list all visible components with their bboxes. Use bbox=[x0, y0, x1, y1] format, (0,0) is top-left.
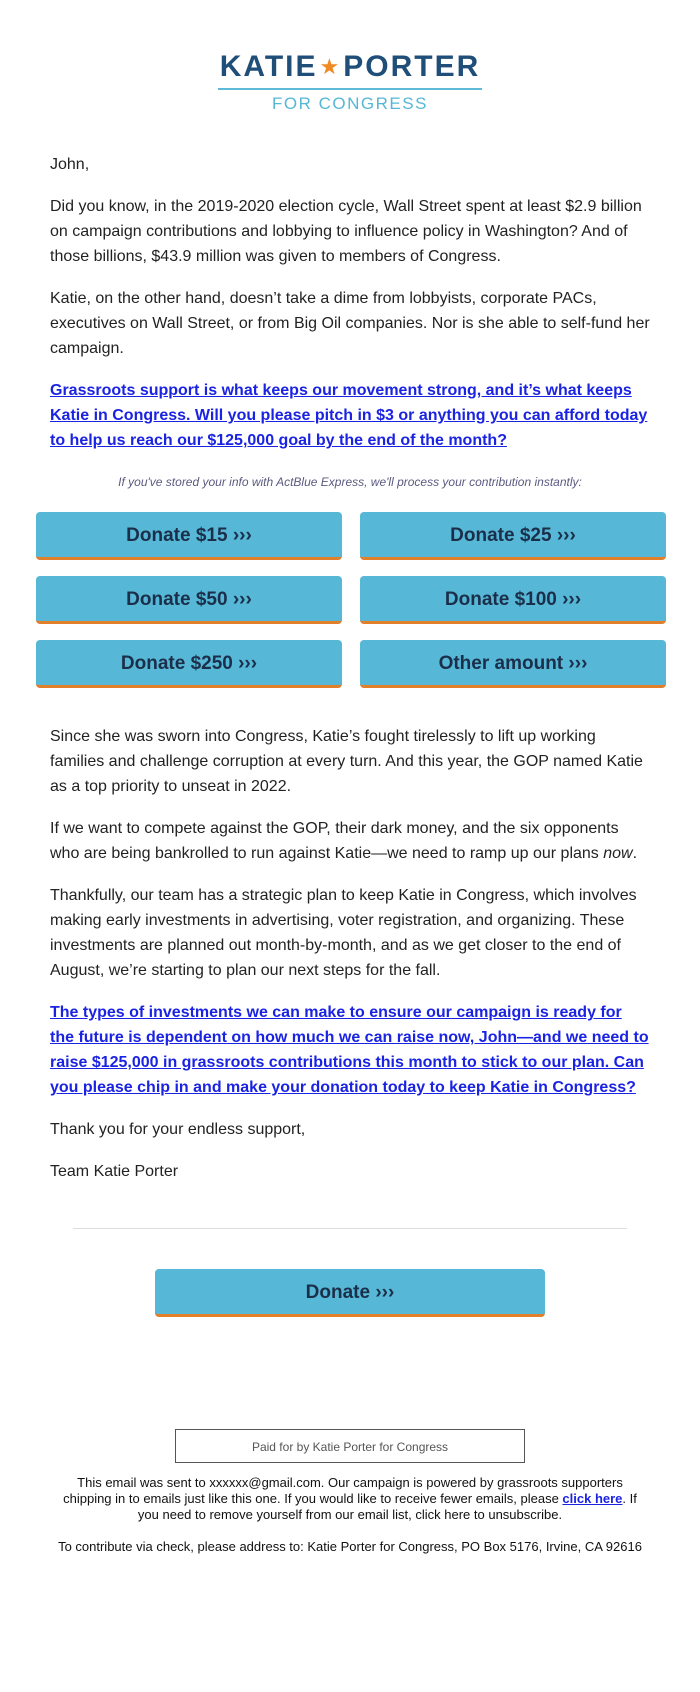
star-icon: ★ bbox=[319, 54, 342, 79]
thanks-line: Thank you for your endless support, bbox=[50, 1121, 306, 1138]
actblue-express-note: If you've stored your info with ActBlue Express, we'll process your contribution instantly: bbox=[118, 475, 582, 489]
cta-link-pitch-in[interactable]: Grassroots support is what keeps our movement strong, and it’s what keeps Katie in Congress. Will you please pitch in $3 or anything you can afford today to help us reach our $125,000 goal by the end of the month? bbox=[50, 382, 648, 449]
paragraph-no-pac: Katie, on the other hand, doesn’t take a dime from lobbyists, corporate PACs, executives on Wall Street, or from Big Oil companies. Nor is she able to self-fund her campaign. bbox=[50, 290, 650, 357]
logo-wordmark bbox=[218, 50, 483, 90]
donate-button[interactable]: Donate ››› bbox=[155, 1269, 545, 1317]
fewer-emails-link[interactable]: click here bbox=[562, 1491, 623, 1506]
cta-paragraph-1 bbox=[50, 378, 650, 453]
email-page bbox=[25, 0, 675, 1555]
logo-first-name: KATIE bbox=[219, 50, 318, 83]
footer bbox=[25, 1475, 675, 1555]
campaign-logo bbox=[25, 0, 675, 113]
greeting: John, bbox=[50, 156, 90, 173]
email-body-continued bbox=[25, 724, 675, 1184]
footer-sent-text: This email was sent to xxxxxx@gmail.com. Our campaign is powered by grassroots supporters chipping in to emails just like this one. If you would like to receive fewer emails, please bbox=[63, 1475, 623, 1506]
divider bbox=[73, 1228, 627, 1229]
donate-other-amount-button[interactable]: Other amount ››› bbox=[360, 640, 666, 688]
donate-15-button[interactable]: Donate $15 ››› bbox=[36, 512, 342, 560]
email-body bbox=[25, 152, 675, 495]
emphasis-now: now bbox=[603, 845, 633, 862]
donate-50-button[interactable]: Donate $50 ››› bbox=[36, 576, 342, 624]
paragraph-wall-street: Did you know, in the 2019-2020 election cycle, Wall Street spent at least $2.9 billion on campaign contributions and lobbying to influence policy in Washington? And of those billions, $43.9 million was given to members of Congress. bbox=[50, 198, 642, 265]
paragraph-strategic-plan: Thankfully, our team has a strategic plan to keep Katie in Congress, which involves making early investments in advertising, voter registration, and organizing. These investments are planned out month-by-month, and as we get closer to the end of August, we’re starting to plan our next steps for the fall. bbox=[50, 887, 637, 979]
footer-email-notice bbox=[55, 1475, 645, 1523]
donate-100-button[interactable]: Donate $100 ››› bbox=[360, 576, 666, 624]
paid-for-disclaimer: Paid for by Katie Porter for Congress bbox=[175, 1429, 525, 1463]
donate-button-grid bbox=[25, 512, 675, 688]
signature: Team Katie Porter bbox=[50, 1163, 179, 1180]
footer-unsubscribe-text: . If you need to remove yourself from our email list, click here to unsubscribe. bbox=[137, 1491, 637, 1522]
paragraph-compete-end: . bbox=[632, 845, 638, 862]
paragraph-compete-text: If we want to compete against the GOP, their dark money, and the six opponents who are being bankrolled to run against Katie—we need to ramp up our plans bbox=[50, 820, 619, 862]
logo-subtitle: FOR CONGRESS bbox=[272, 94, 428, 113]
paragraph-compete bbox=[50, 816, 650, 866]
donate-250-button[interactable]: Donate $250 ››› bbox=[36, 640, 342, 688]
logo-last-name: PORTER bbox=[343, 50, 481, 83]
cta-paragraph-2 bbox=[50, 1000, 650, 1100]
donate-25-button[interactable]: Donate $25 ››› bbox=[360, 512, 666, 560]
paragraph-sworn-in: Since she was sworn into Congress, Katie’s fought tirelessly to lift up working families and challenge corruption at every turn. And this year, the GOP named Katie as a top priority to unseat in 2022. bbox=[50, 728, 643, 795]
cta-link-chip-in[interactable]: The types of investments we can make to ensure our campaign is ready for the future is dependent on how much we can raise now, John—and we need to raise $125,000 in grassroots contributions this month to stick to our plan. Can you please chip in and make your donation today to keep Katie in Congress? bbox=[50, 1004, 649, 1096]
footer-mailing-address: To contribute via check, please address to: Katie Porter for Congress, PO Box 5176, Irvine, CA 92616 bbox=[58, 1539, 642, 1554]
